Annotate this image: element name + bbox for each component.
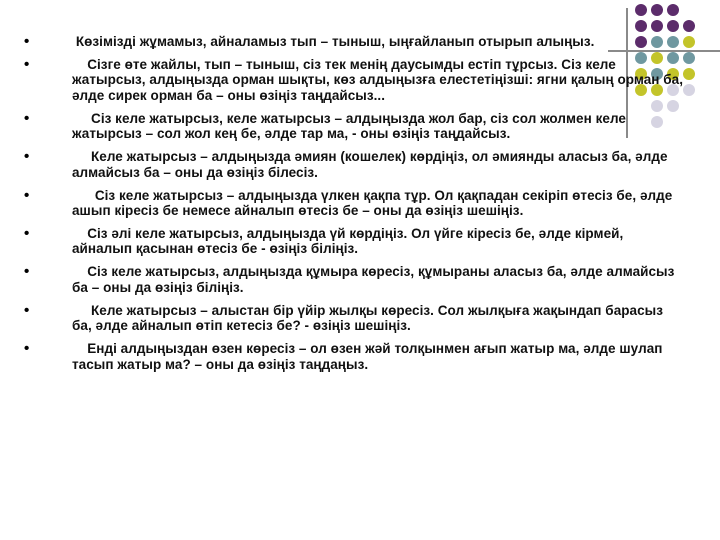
bullet-item — [24, 34, 684, 50]
decorative-dot — [683, 20, 695, 32]
decorative-dot — [635, 4, 647, 16]
bullet-marker: • — [24, 148, 30, 166]
bullet-marker: • — [24, 55, 30, 73]
bullet-item — [24, 303, 684, 334]
decorative-dot — [651, 4, 663, 16]
bullet-marker: • — [24, 186, 30, 204]
bullet-list — [24, 33, 687, 379]
bullet-item — [24, 264, 684, 295]
bullet-marker: • — [24, 301, 30, 319]
decorative-dot — [683, 52, 695, 64]
bullet-text: Сіз келе жатырсыз, келе жатырсыз – алдыңызда жол бар, сіз сол жолмен келе жатырсыз – сол жол кең бе, әлде тар ма, - оны өзіңіз таңдайсыз. — [72, 110, 630, 142]
bullet-item — [24, 341, 684, 372]
bullet-marker: • — [24, 263, 30, 281]
bullet-text: Сіз әлі келе жатырсыз, алдыңызда үй көрдіңіз. Ол үйге кіресіз бе, әлде кірмей, айналып қасынан өтесіз бе - өзіңіз біліңіз. — [72, 225, 628, 257]
decorative-dot — [635, 20, 647, 32]
bullet-item — [24, 111, 684, 142]
bullet-marker: • — [24, 224, 30, 242]
bullet-text: Сіз келе жатырсыз, алдыңызда құмыра көресіз, құмыраны аласыз ба, әлде алмайсыз ба – оны да өзіңіз біліңіз. — [72, 264, 679, 295]
bullet-text: Сіз келе жатырсыз – алдыңызда үлкен қақпа тұр. Ол қақпадан секіріп өтесіз бе, әлде ашып кіресіз бе немесе айналып өтесіз бе – оны да өзіңіз шешіңіз. — [72, 187, 677, 219]
bullet-text: Келе жатырсыз – алдыңызда әмиян (кошелек) көрдіңіз, ол әмиянды аласыз ба, әлде алмайсыз ба – оны да өзіңіз білесіз. — [72, 149, 672, 180]
bullet-text: Сізге өте жайлы, тып – тыныш, сіз тек менің даусымды естіп тұрсыз. Сіз келе жатырсыз, алдыңызда орман шықты, көз алдыңызға елестетіңізші: ягни қалың орман ба, әлде сирек орман ба – оны өзіңіз таңдайсыз... — [72, 56, 687, 103]
decorative-dot — [651, 20, 663, 32]
bullet-item — [24, 188, 684, 219]
decorative-dot — [667, 4, 679, 16]
bullet-item — [24, 149, 684, 180]
bullet-marker: • — [24, 109, 30, 127]
bullet-marker: • — [24, 340, 30, 357]
decorative-dot — [667, 20, 679, 32]
decorative-dot — [683, 36, 695, 48]
bullet-text: Келе жатырсыз – алыстан бір үйір жылқы көресіз. Сол жылқыға жақындап барасыз ба, әлде айналып өтіп кетесіз бе? - өзіңіз шешіңіз. — [72, 302, 667, 334]
bullet-item — [24, 226, 684, 257]
bullet-item — [24, 55, 687, 104]
bullet-text: Енді алдыңыздан өзен көресіз – ол өзен жәй толқынмен ағып жатыр ма, әлде шулап тасып жатыр ма? – оны да өзіңіз таңдаңыз. — [72, 341, 667, 372]
bullet-marker: • — [24, 33, 30, 50]
bullet-text: Көзімізді жұмамыз, айналамыз тып – тыныш, ыңғайланып отырып алыңыз. — [72, 34, 595, 49]
